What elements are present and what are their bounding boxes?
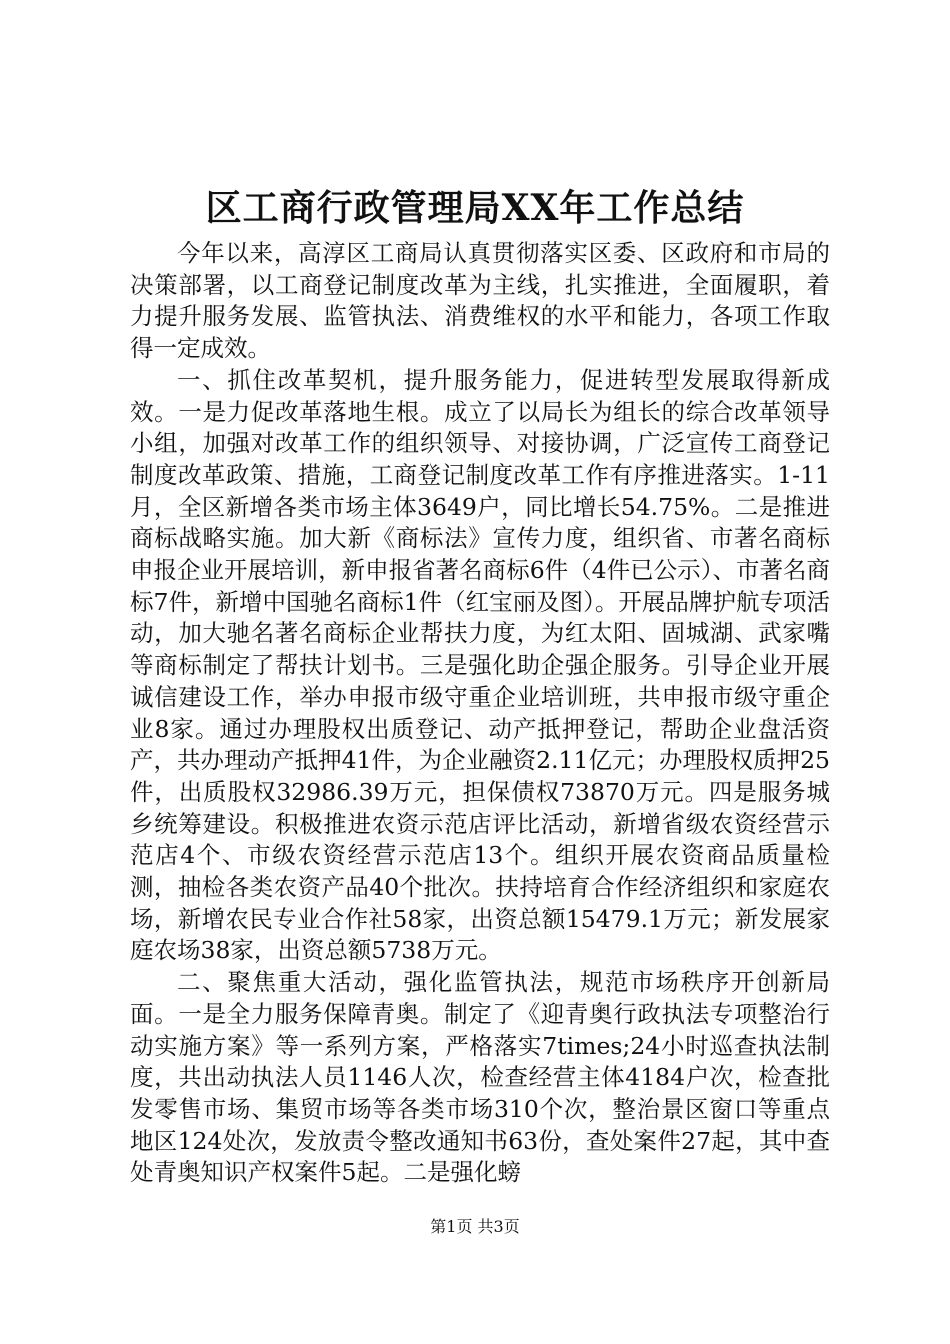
document-title: 区工商行政管理局XX年工作总结 xyxy=(205,187,745,229)
paragraph-intro: 今年以来，高淳区工商局认真贯彻落实区委、区政府和市局的决策部署，以工商登记制度改革为主线，扎实推进，全面履职，着力提升服务发展、监管执法、消费维权的水平和能力，各项工作取得一定成效。 xyxy=(130,239,830,363)
document-body xyxy=(130,238,830,1189)
paragraph-section-two: 二、聚焦重大活动，强化监管执法，规范市场秩序开创新局面。一是全力服务保障青奥。制定了《迎青奥行政执法专项整治行动实施方案》等一系列方案，严格落实7times;24小时巡查执法制度，共出动执法人员1146人次，检查经营主体4184户次，检查批发零售市场、集贸市场等各类市场310个次，整治景区窗口等重点地区124处次，发放责令整改通知书63份，查处案件27起，其中查处青奥知识产权案件5起。二是强化螃 xyxy=(130,968,830,1187)
paragraph-section-one: 一、抓住改革契机，提升服务能力，促进转型发展取得新成效。一是力促改革落地生根。成立了以局长为组长的综合改革领导小组，加强对改革工作的组织领导、对接协调，广泛宣传工商登记制度改革政策、措施，工商登记制度改革工作有序推进落实。1-11月，全区新增各类市场主体3649户，同比增长54.75%。二是推进商标战略实施。加大新《商标法》宣传力度，组织省、市著名商标申报企业开展培训，新申报省著名商标6件（4件已公示）、市著名商标7件，新增中国驰名商标1件（红宝丽及图）。开展品牌护航专项活动，加大驰名著名商标企业帮扶力度，为红太阳、固城湖、武家嘴等商标制定了帮扶计划书。三是强化助企强企服务。引导企业开展诚信建设工作，举办申报市级守重企业培训班，共申报市级守重企业8家。通过办理股权出质登记、动产抵押登记，帮助企业盘活资产，共办理动产抵押41件，为企业融资2.11亿元；办理股权质押25件，出质股权32986.39万元，担保债权73870万元。四是服务城乡统筹建设。积极推进农资示范店评比活动，新增省级农资经营示范店4个、市级农资经营示范店13个。组织开展农资商品质量检测，抽检各类农资产品40个批次。扶持培育合作经济组织和家庭农场，新增农民专业合作社58家，出资总额15479.1万元；新发展家庭农场38家，出资总额5738万元。 xyxy=(130,365,830,965)
page-footer: 第1页 共3页 xyxy=(430,1217,520,1236)
